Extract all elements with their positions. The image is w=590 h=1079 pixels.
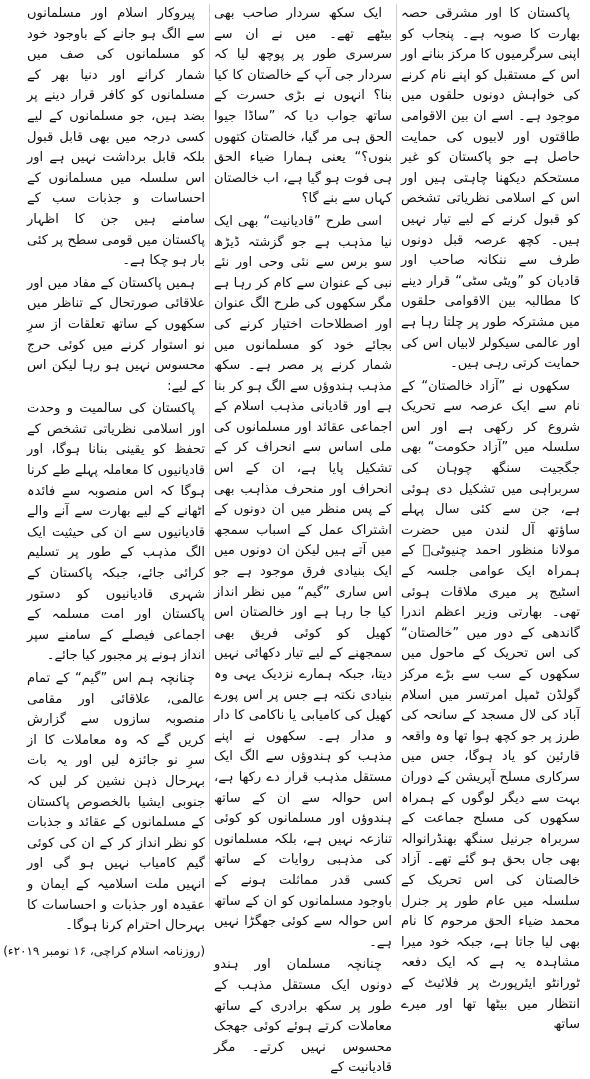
article-column-3 xyxy=(3,4,210,958)
article-column-2 xyxy=(210,4,397,1076)
article-column-1 xyxy=(397,4,584,1033)
article-paragraph: پاکستان کی سالمیت و وحدت اور اسلامی نظریاتی تشخص کے تحفظ کو یقینی بنانا ہوگا، اور قادیانیوں کا معاملہ پہلے طے کرنا ہوگا کہ اس منصوبہ سے فائدہ اٹھانے کے لیے بھارت سے آنے والے قادیانیوں سے ان کی حیثیت ایک الگ مذہب کے طور پر تسلیم کرائی جائے، جبکہ پاکستان کے شہری قادیانیوں کو دستور پاکستان اور امت مسلمہ کے اجماعی فیصلے کے سامنے سپر انداز ہونے پر مجبور کیا جائے۔ xyxy=(27,401,205,664)
article-source-citation: (روزنامہ اسلام کراچی، ۱۶ نومبر ۲۰۱۹ء) xyxy=(3,943,205,958)
article-paragraph: چنانچہ مسلمان اور ہندو دونوں ایک مستقل مذہب کے طور پر سکھ برادری کے ساتھ معاملات کرتے ہوئے کوئی جھجک محسوس نہیں کرتے۔ مگر قادیانیت کے xyxy=(214,957,392,1076)
article-paragraph: ہمیں پاکستان کے مفاد میں اور علاقائی صورتحال کے تناظر میں سکھوں کے ساتھ تعلقات از سرِ نو استوار کرنے میں کوئی حرج محسوس نہیں ہو رہا لیکن اس کے لیے: xyxy=(27,275,205,394)
article-paragraph: پیروکار اسلام اور مسلمانوں سے الگ ہو جانے کے باوجود خود کو مسلمانوں کی صف میں شمار کرانے اور دنیا بھر کے مسلمانوں کو کافر قرار دینے پر بضد ہیں، جو مسلمانوں کے لیے کسی درجہ میں بھی قابل قبول بلکہ قابل برداشت نہیں ہے اور اس سلسلہ میں مسلمانوں کے احساسات و جذبات سب کے سامنے ہیں جن کا اظہار پاکستان میں قومی سطح پر کئی بار ہو چکا ہے۔ xyxy=(27,6,205,269)
article-paragraph: چنانچہ ہم اس ”گیم“ کے تمام عالمی، علاقائی اور مقامی منصوبہ سازوں سے گزارش کریں گے کہ وہ معاملات کا از سرِ نو جائزہ لیں اور یہ بات بہرحال ذہن نشین کر لیں کہ جنوبی ایشیا بالخصوص پاکستان کے مسلمانوں کے عقائد و جذبات کو نظر انداز کر کے ان کی کوئی گیم کامیاب نہیں ہو گی اور انہیں ملت اسلامیہ کے ایمان و عقیدہ اور جذبات و احساسات کا بہرحال احترام کرنا ہوگا۔ xyxy=(27,671,205,934)
article-paragraph: اسی طرح ”قادیانیت“ بھی ایک نیا مذہب ہے جو گزشتہ ڈیڑھ سو برس سے نئی وحی اور نئے نبی کے عنوان سے کام کر رہا ہے مگر سکھوں کی طرح الگ عنوان اور اصطلاحات اختیار کرنے کی بجائے خود کو مسلمانوں میں شمار کرنے پر مصر ہے۔ سکھ مذہب ہندوؤں سے الگ ہو کر بنا ہے اور قادیانی مذہب اسلام کے اجماعی عقائد اور مسلمانوں کی ملی اساس سے انحراف کر کے تشکیل پایا ہے، ان کے اس انحراف اور منحرف مذاہب بھی کے پس منظر میں ان دونوں کے اشتراک عمل کے اسباب سمجھ میں آتے ہیں لیکن ان دونوں میں ایک بنیادی فرق موجود ہے جو اس ساری ”گیم“ میں نظر انداز کیا جا رہا ہے اور خالصتان اس کھیل کو کوئی فریق بھی سمجھنے کے لیے تیار دکھائی نہیں دیتا، جبکہ ہمارے نزدیک یہی وہ بنیادی نکتہ ہے جس پر اس پورے کھیل کی کامیابی یا ناکامی کا دار و مدار ہے۔ سکھوں نے اپنے مذہب کو ہندوؤں سے الگ ایک مستقل مذہب قرار دے رکھا ہے، اس حوالہ سے ان کے ساتھ ہندوؤں اور مسلمانوں کو کوئی تنازعہ نہیں ہے، بلکہ مسلمانوں کی مذہبی روایات کے ساتھ کسی قدر مماثلت ہونے کے باوجود مسلمانوں کو ان کے ساتھ اس حوالہ سے کوئی جھگڑا نہیں ہے۔ xyxy=(214,213,392,950)
article-paragraph: سکھوں نے ”آزاد خالصتان“ کے نام سے ایک عرصہ سے تحریک شروع کر رکھی ہے اور اس سلسلہ میں ”آزاد حکومت“ بھی جگجیت سنگھ چوہان کی سربراہی میں تشکیل دی ہوئی ہے، جن سے کئی سال پہلے ساؤتھ آل لندن میں حضرت مولانا منظور احمد چنیوٹیؒ کے ہمراہ ایک عوامی جلسہ کے اسٹیج پر میری ملاقات ہوئی تھی۔ بھارتی وزیر اعظم اندرا گاندھی کے دور میں ”خالصتان“ کی اس تحریک کے ماحول میں سکھوں کے سب سے بڑے مرکز گولڈن ٹمپل امرتسر میں اسلام آباد کی لال مسجد کے سانحہ کی طرز پر جو کچھ ہوا تھا وہ واقعہ قارئین کو یاد ہوگا، جس میں سرکاری مسلح آپریشن کے دوران بہت سے دیگر لوگوں کے ہمراہ سکھوں کی مسلح جماعت کے سربراہ جرنیل سنگھ بھنڈرانوالہ بھی جاں بحق ہو گئے تھے۔ آزاد خالصتان کی اس تحریک کے سلسلہ میں عام طور پر جنرل محمد ضیاء الحق مرحوم کا نام بھی لیا جاتا ہے، جبکہ خود میرا مشاہدہ یہ ہے کہ ایک دفعہ ٹورانٹو ایئرپورٹ پر فلائیٹ کے انتظار میں بیٹھا تھا اور میرے ساتھ xyxy=(401,378,580,1033)
article-paragraph: ایک سکھ سردار صاحب بھی بیٹھے تھے۔ میں نے ان سے سرسری طور پر پوچھ لیا کہ سردار جی آپ کے خالصتان کا کیا بنا؟ انہوں نے بڑی حسرت کے ساتھ جواب دیا کہ ”ساڈا جیوا الحق ہی مر گیا، خالصتان کتھوں بنوں؟“ یعنی ہمارا ضیاء الحق ہی فوت ہو گیا ہے، اب خالصتان کہاں سے بنے گا؟ xyxy=(214,6,392,207)
article-paragraph: پاکستان کا اور مشرقی حصہ بھارت کا صوبہ ہے۔ پنجاب کو اپنی سرگرمیوں کا مرکز بنانے اور اس کے مستقبل کو اپنے نام کرنے کی خواہش دونوں حلقوں میں موجود ہے۔ اسے ان بین الاقوامی طاقتوں اور لابیوں کی حمایت حاصل ہے جو پاکستان کو غیر مستحکم دیکھنا چاہتی ہیں اور اس کے اسلامی نظریاتی تشخص کو قبول کرنے کے لیے تیار نہیں ہیں۔ کچھ عرصہ قبل دونوں طرف سے ننکانہ صاحب اور قادیان کو ”ویٹی سٹی“ قرار دینے کا مطالبہ بین الاقوامی حلقوں میں مشترکہ طور پر چلتا رہا ہے اور عالمی سیکولر لابیاں اس کی حمایت کرتی رہی ہیں۔ xyxy=(401,6,580,372)
